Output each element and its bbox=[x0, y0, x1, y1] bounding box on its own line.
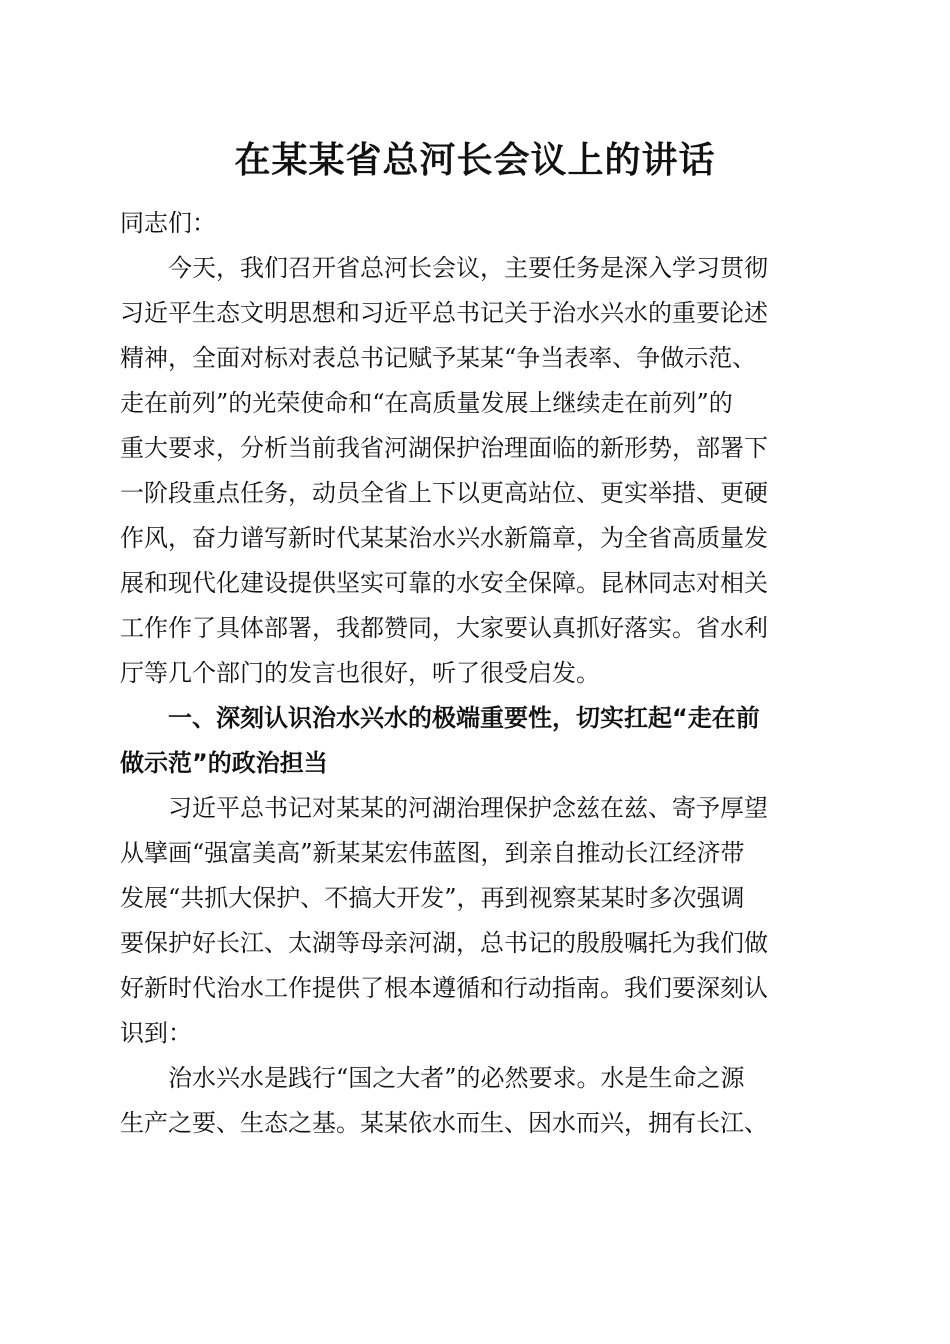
paragraph-line: 生产之要、生态之基。某某依水而生、因水而兴，拥有长江、 bbox=[120, 1109, 768, 1137]
intro-paragraph bbox=[120, 246, 824, 696]
document-body bbox=[120, 201, 824, 1146]
paragraph-line: 走在前列”的光荣使命和“在高质量发展上继续走在前列”的 bbox=[120, 389, 733, 417]
paragraph-line: 今天，我们召开省总河长会议，主要任务是深入学习贯彻 bbox=[168, 254, 768, 282]
paragraph-line: 重大要求，分析当前我省河湖保护治理面临的新形势，部署下 bbox=[120, 434, 768, 462]
paragraph-line: 工作作了具体部署，我都赞同，大家要认真抓好落实。省水利 bbox=[120, 614, 768, 642]
paragraph-line: 发展“共抓大保护、不搞大开发”，再到视察某某时多次强调 bbox=[120, 884, 745, 912]
paragraph-line: 习近平生态文明思想和习近平总书记关于治水兴水的重要论述 bbox=[120, 299, 768, 327]
document-title: 在某某省总河长会议上的讲话 bbox=[234, 139, 716, 181]
paragraph-line: 习近平总书记对某某的河湖治理保护念兹在兹、寄予厚望 bbox=[168, 794, 768, 822]
heading-line: 一、深刻认识治水兴水的极端重要性，切实扛起“走在前 bbox=[168, 704, 760, 732]
section-1-paragraph-2 bbox=[120, 1056, 824, 1146]
paragraph-line: 好新时代治水工作提供了根本遵循和行动指南。我们要深刻认 bbox=[120, 974, 768, 1002]
section-1-heading bbox=[120, 696, 824, 786]
paragraph-line: 展和现代化建设提供坚实可靠的水安全保障。昆林同志对相关 bbox=[120, 569, 768, 597]
paragraph-line: 治水兴水是践行“国之大者”的必然要求。水是生命之源 bbox=[168, 1064, 745, 1092]
heading-line: 做示范”的政治担当 bbox=[120, 749, 328, 777]
paragraph-line: 从擘画“强富美高”新某某宏伟蓝图，到亲自推动长江经济带 bbox=[120, 839, 745, 867]
paragraph-line: 厅等几个部门的发言也很好，听了很受启发。 bbox=[120, 659, 600, 687]
paragraph-line: 作风，奋力谱写新时代某某治水兴水新篇章，为全省高质量发 bbox=[120, 524, 768, 552]
paragraph-line: 一阶段重点任务，动员全省上下以更高站位、更实举措、更硬 bbox=[120, 479, 768, 507]
paragraph-line: 识到： bbox=[120, 1019, 192, 1047]
paragraph-line: 精神，全面对标对表总书记赋予某某“争当表率、争做示范、 bbox=[120, 344, 757, 372]
section-1-paragraph-1 bbox=[120, 786, 824, 1056]
paragraph-line: 要保护好长江、太湖等母亲河湖，总书记的殷殷嘱托为我们做 bbox=[120, 929, 768, 957]
salutation: 同志们： bbox=[120, 209, 216, 237]
